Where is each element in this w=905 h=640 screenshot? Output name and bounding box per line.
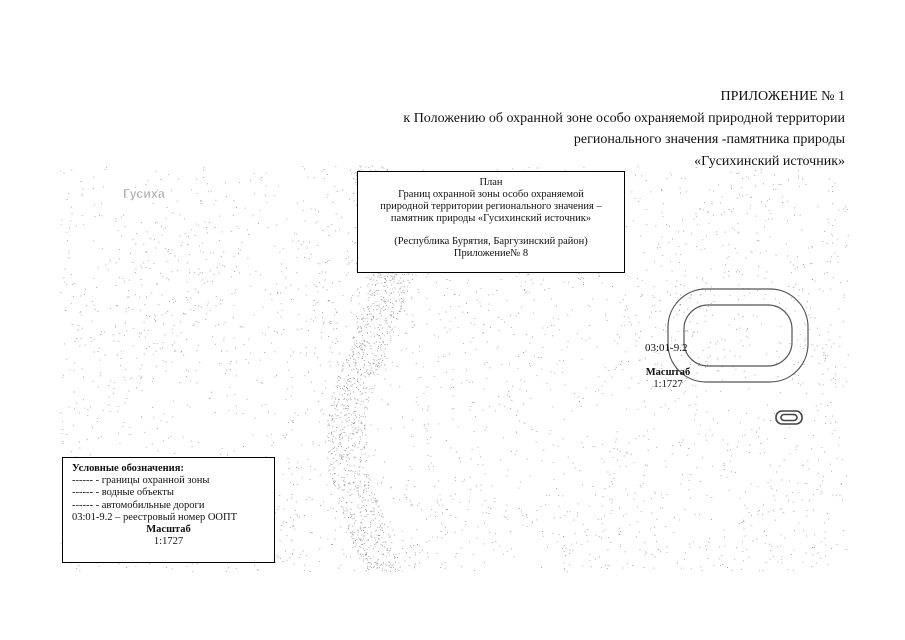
legend-title: Условные обозначения: (72, 463, 184, 474)
legend-item: ------ - автомобильные дороги (72, 499, 205, 511)
plan-appendix: Приложение№ 8 (453, 248, 529, 259)
registry-number-label: 03:01-9.2 (645, 342, 688, 354)
place-label: Гусиха (123, 187, 165, 201)
legend-box (62, 457, 275, 563)
plan-region: (Республика Бурятия, Баргузинский район) (394, 236, 588, 247)
appendix-header (285, 86, 845, 172)
plan-title: План (479, 177, 503, 188)
plan-title-box (357, 171, 625, 273)
legend-scale-label: Масштаб (146, 524, 191, 536)
map-scale (643, 367, 693, 391)
legend-scale-value: 1:1727 (153, 536, 184, 548)
legend-item: ------ - границы охранной зоны (72, 475, 210, 487)
header-line: регионального значения -памятника природы (573, 132, 845, 147)
header-line: к Положению об охранной зоне особо охраняемой природной территории (403, 110, 845, 126)
header-line: «Гусихинский источник» (694, 153, 845, 169)
header-line: ПРИЛОЖЕНИЕ № 1 (720, 89, 845, 104)
plan-line: Границ охранной зоны особо охраняемой (398, 189, 584, 200)
plan-line: природной территории регионального значения – (380, 201, 602, 212)
scale-label: Масштаб (645, 367, 691, 378)
scale-value: 1:1727 (653, 379, 683, 390)
plan-line: памятник природы «Гусихинский источник» (390, 213, 592, 224)
legend-item: ------ - водные объекты (72, 487, 174, 499)
spring-marker (776, 411, 802, 424)
legend-item: 03:01-9.2 – реестровый номер ООПТ (72, 511, 238, 523)
